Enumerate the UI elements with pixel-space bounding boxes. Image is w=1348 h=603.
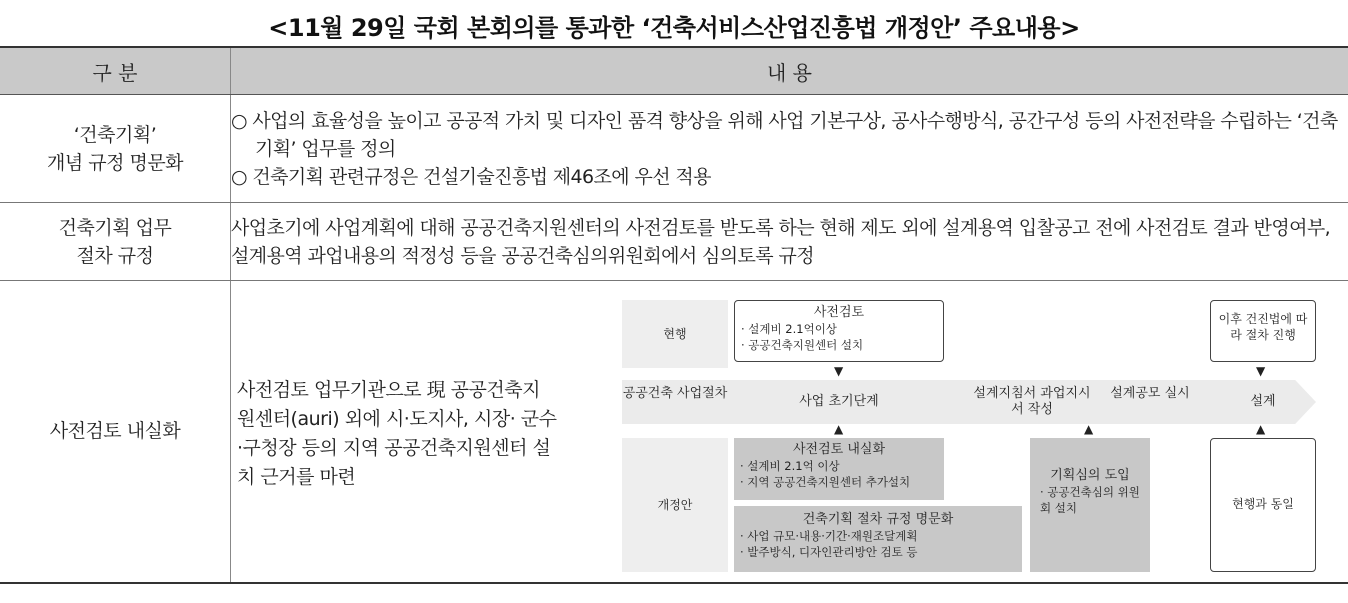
stage-label: 사업 초기단계 [799,394,879,409]
box-item: · 설계비 2.1억이상 [741,322,837,336]
bullet-text: ○ 건축기획 관련규정은 건설기술진흥법 제46조에 우선 적용 [231,165,711,188]
box-title: 사전검토 내실화 [792,442,886,457]
down-arrow-icon: ▼ [834,364,844,378]
row-category [0,203,231,281]
category-line: 개념 규정 명문화 [46,151,184,174]
revised-procedure-box [734,506,1022,572]
stage-label: 설계 [1250,394,1276,409]
box-item: · 공공건축심의 위원회 설치 [1040,485,1140,515]
category-line: 건축기획 업무 [58,216,172,239]
table-header-row [0,47,1348,95]
row-content: 사업초기에 사업계획에 대해 공공건축지원센터의 사전검토를 받도록 하는 현해 제도 외에 설계용역 입찰공고 전에 사전검토 결과 반영여부, 설계용역 과업내용의 적정성 등을 공공건축심의위원회에서 심의토록 규정 [231,203,1348,281]
header-content: 내 용 [231,47,1348,95]
current-after-box: 이후 건진법에 따라 절차 진행 [1210,300,1316,362]
process-label: 공공건축 사업절차 [622,386,728,401]
table-row [0,203,1348,281]
down-arrow-icon: ▼ [1256,364,1266,378]
box-title: 기획심의 도입 [1050,468,1130,483]
revised-same-box: 현행과 동일 [1210,438,1316,572]
up-arrow-icon: ▲ [1084,422,1094,436]
revised-review-box [734,438,944,500]
box-item: · 지역 공공건축지원센터 추가설치 [740,475,911,489]
up-arrow-icon: ▲ [1256,422,1266,436]
row-category [0,95,231,203]
current-review-box [734,300,944,362]
stage-label: 설계지침서 과업지시서 작성 [973,386,1091,417]
box-item: · 설계비 2.1억 이상 [740,459,840,473]
up-arrow-icon: ▲ [834,422,844,436]
table-row [0,95,1348,203]
header-category: 구 분 [0,47,231,95]
row-content-text: 사전검토 업무기관으로 現 공공건축지원센터(auri) 외에 시·도지사, 시장· 군수·구청장 등의 지역 공공건축지원센터 설치 근거를 마련 [237,379,557,489]
row-content [231,95,1348,203]
stage-label: 설계공모 실시 [1110,386,1190,401]
box-title: 건축기획 절차 규정 명문화 [802,512,954,527]
box-item: · 사업 규모·내용·기간·재원조달계획 [740,529,918,543]
box-item: · 발주방식, 디자인관리방안 검토 등 [740,545,918,559]
current-label: 현행 [622,300,728,368]
bullet-text: ○ 사업의 효율성을 높이고 공공적 가치 및 디자인 품격 향상을 위해 사업 기본구상, 공사수행방식, 공간구성 등의 사전전략을 수립하는 ‘건축기획’ 업무를 정의 [231,109,1338,160]
page-title: <11월 29일 국회 본회의를 통과한 ‘건축서비스산업진흥법 개정안’ 주요내용> [268,14,1080,42]
revised-label: 개정안 [622,438,728,572]
category-line: ‘건축기획’ [73,123,157,146]
box-item: · 공공건축지원센터 설치 [741,338,864,352]
row-category: 사전검토 내실화 [0,281,231,583]
box-title: 사전검토 [813,305,865,320]
category-line: 절차 규정 [76,244,154,267]
process-diagram [622,300,1322,576]
revised-council-box [1030,438,1150,572]
